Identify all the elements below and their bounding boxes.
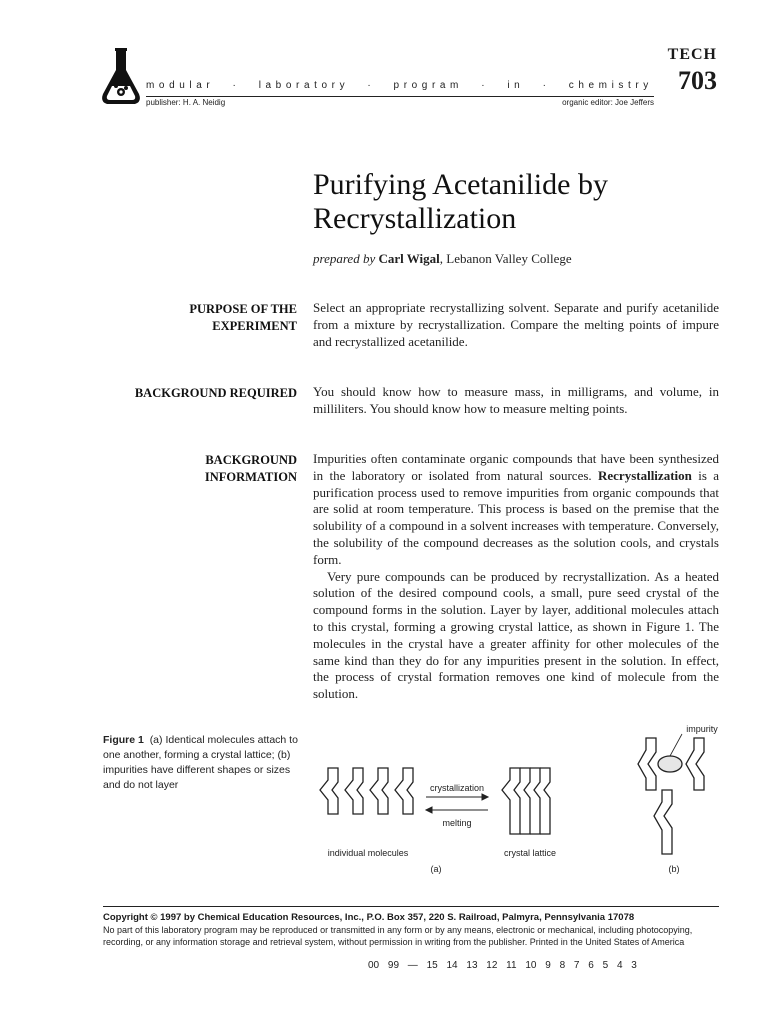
impurity-pointer <box>670 734 682 756</box>
purpose-body <box>313 300 719 350</box>
lattice-molecule <box>520 768 530 834</box>
program-separator: · <box>367 80 376 91</box>
key-term: Recrystallization <box>598 467 692 483</box>
impurity-molecule <box>658 756 682 772</box>
program-word: modular <box>146 80 215 91</box>
crystal-lattice-label: crystal lattice <box>503 848 557 858</box>
tech-label: TECH <box>667 46 717 63</box>
molecule-shape <box>320 768 338 814</box>
purpose-heading-line-1: PURPOSE OF THE <box>189 302 297 316</box>
background-required-text: You should know how to measure mass, in milligrams, and volume, in milliliters. You should know how to measure melting points. <box>313 384 719 416</box>
paragraph-text: Impurities often contaminate organic compounds that have been synthesized in the laboratory or isolated from natural sources. <box>313 451 719 483</box>
background-required-body <box>313 384 719 418</box>
title-line-2: Recrystallization <box>313 202 517 235</box>
equilibrium-arrows <box>426 794 488 813</box>
impurity-label: impurity <box>686 724 718 734</box>
background-required-heading: BACKGROUND REQUIRED <box>134 386 297 400</box>
program-series-line <box>146 80 653 91</box>
background-info-heading-line-1: BACKGROUND <box>205 453 297 467</box>
molecule-shape <box>654 790 672 854</box>
crystal-lattice-group <box>502 768 550 834</box>
individual-molecules-label: individual molecules <box>327 848 409 858</box>
program-separator: · <box>542 80 551 91</box>
molecule-shape <box>345 768 363 814</box>
impurity-diagram <box>638 734 704 854</box>
background-paragraph-2: Very pure compounds can be produced by recrystallization. As a heated solution of the desired compound cools, a small, pure seed crystal of the compound forms in the solution. Layer by layer, additional molecules attach to this crystal, forming a growing crystal lattice, as shown in Figure 1. The molecules in the crystal have a greater affinity for other molecules of the same kind than they do for any impurities present in the solution. In effect, the process of crystal formation removes one kind of molecule from the solution. <box>313 568 719 702</box>
purpose-heading <box>100 301 297 334</box>
figure-caption <box>103 733 300 793</box>
molecule-shape <box>370 768 388 814</box>
paragraph-text: is a purification process used to remove impurities from organic compounds that are solid at room temperature. This process is based on the premise that the solubility of a compound in a solvent increases with temperature. Conversely, the solubility of the compound decreases as the solution cools, and crystals form. <box>313 467 719 567</box>
copyright-line: Copyright © 1997 by Chemical Education Resources, Inc., P.O. Box 357, 220 S. Railroad, Palmyra, Pennsylvania 17078 <box>103 912 635 923</box>
program-word: in <box>507 80 525 91</box>
background-paragraph-1 <box>313 451 719 569</box>
title-line-1: Purifying Acetanilide by <box>313 168 608 201</box>
lattice-molecule <box>530 768 540 834</box>
prepared-by-label: prepared by <box>313 251 376 266</box>
figure-caption-text: (a) Identical molecules attach to one another, forming a crystal lattice; (b) impurities have different shapes or sizes and do not layer <box>103 734 298 791</box>
footer-rule <box>103 906 719 907</box>
program-word: chemistry <box>568 80 653 91</box>
individual-molecules-group <box>320 768 413 814</box>
crystallization-label: crystallization <box>429 783 485 793</box>
page-title <box>313 168 733 236</box>
lattice-molecule <box>540 768 550 834</box>
flask-logo-icon <box>100 48 142 108</box>
figure-1-diagram <box>310 720 730 880</box>
author-name: Carl Wigal <box>378 251 440 266</box>
tech-number: 703 <box>678 66 717 95</box>
melting-label: melting <box>442 818 472 828</box>
background-information-body <box>313 451 719 703</box>
figure-label: Figure 1 <box>103 734 144 746</box>
program-separator: · <box>481 80 490 91</box>
program-word: laboratory <box>258 80 350 91</box>
header-rule <box>146 96 654 97</box>
program-separator: · <box>232 80 241 91</box>
molecule-shape <box>638 738 656 790</box>
purpose-heading-line-2: EXPERIMENT <box>212 318 297 333</box>
author-affiliation: , Lebanon Valley College <box>439 251 572 266</box>
molecule-shape <box>686 738 704 790</box>
background-information-heading <box>100 452 297 485</box>
purpose-text: Select an appropriate recrystallizing solvent. Separate and purify acetanilide from a mixture by recrystallization. Compare the melting points of impure and recrystallized acetanilide. <box>313 300 719 349</box>
background-info-heading-line-2: INFORMATION <box>204 469 297 484</box>
rights-notice: No part of this laboratory program may be reproduced or transmitted in any form or by any means, electronic or mechanical, including photocopying, recording, or any information storage and retrieval system, without permission in writing from the publisher. Printed in the United States of America <box>103 925 693 947</box>
editor-credit: organic editor: Joe Jeffers <box>562 98 654 107</box>
lattice-molecule <box>502 768 520 834</box>
molecule-shape <box>395 768 413 814</box>
program-word: program <box>393 80 463 91</box>
part-a-label: (a) <box>430 864 442 874</box>
part-b-label: (b) <box>668 864 680 874</box>
print-code: 00 99 — 15 14 13 12 11 10 9 8 7 6 5 4 3 <box>368 960 637 971</box>
publisher-credit: publisher: H. A. Neidig <box>146 98 226 107</box>
byline <box>313 251 572 267</box>
